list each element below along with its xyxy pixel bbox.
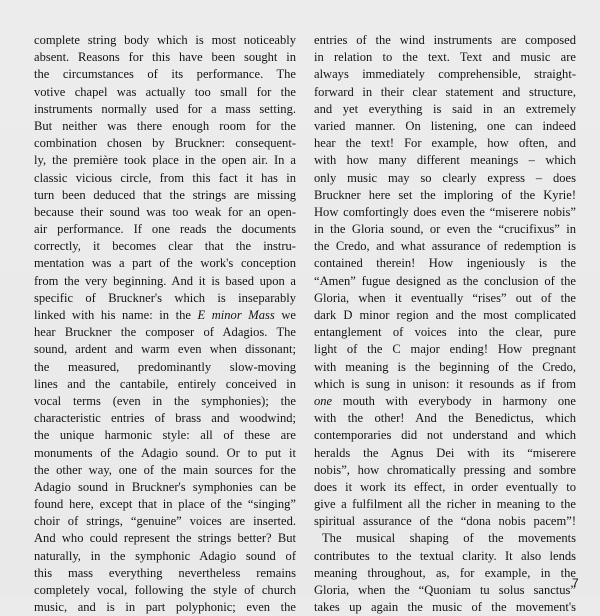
text-line: complete string body which is most noticeably: [34, 33, 296, 47]
text-line: because their sound was too weak for an open-: [34, 204, 296, 219]
text-line: this mass everything nevertheless remains: [34, 565, 296, 580]
text-line: spiritual assurance of the “dona nobis pacem”!: [314, 514, 576, 529]
text-line: But neither was there enough room for the: [34, 118, 296, 133]
text-line: lines and the cantabile, entirely conceived in: [34, 376, 296, 391]
text-line: and yet everything is said in an extremely: [314, 101, 576, 116]
text-line: found here, except that in place of the “singing”: [34, 497, 296, 512]
text-line: the other way, one of the main sources for the: [34, 462, 296, 477]
left-text-column: [34, 32, 296, 616]
text-line: contemporaries did not understand and which: [314, 428, 576, 443]
text-line: the circumstances of its performance. The: [34, 67, 296, 82]
text-line: with how many different meanings – which: [314, 153, 576, 168]
text-line: light of the C major ending! How pregnant: [314, 342, 576, 357]
text-line: contained therein! How ingeniously is the: [314, 256, 576, 271]
text-line: takes up again the music of the movement's: [314, 600, 576, 615]
text-line: turn been deduced that the strings are missing: [34, 187, 296, 202]
text-line: entanglement of voices into the clear, pure: [314, 325, 576, 340]
text-line: Gloria, when it eventually “rises” out of the: [314, 290, 576, 305]
text-line: naturally, in the symphonic Adagio sound of: [34, 548, 296, 563]
text-line: combination chosen by Bruckner: consequent-: [34, 136, 296, 151]
text-line: choir of strings, “genuine” voices are inserted.: [34, 514, 296, 529]
text-line: hear the text! For example, how often, and: [314, 136, 576, 151]
text-line: does it work its effect, in order eventually to: [314, 479, 576, 494]
text-line: entries of the wind instruments are composed: [314, 33, 576, 47]
text-line: classic vicious circle, from this fact it has in: [34, 170, 296, 185]
text-line: air performance. If one reads the documents: [34, 222, 296, 237]
page-number: 7: [572, 576, 579, 590]
text-line: the measured, predominantly slow-moving: [34, 359, 296, 374]
text-line: mentation was a part of the work's conception: [34, 256, 296, 271]
text-line: instruments normally used for a mass setting.: [34, 101, 296, 116]
text-line: music, and is in part polyphonic; even the: [34, 600, 296, 615]
text-line: linked with his name: in the E minor Mass we: [34, 308, 296, 322]
text-line: absent. Reasons for this have been sought in: [34, 50, 296, 65]
text-line: contributes to the textual clarity. It also lends: [314, 548, 576, 563]
text-line: give a fulfilment all the richer in meaning to the: [314, 497, 576, 512]
text-line: specific of Bruckner's which is inseparably: [34, 290, 296, 305]
right-text-column: [314, 32, 576, 616]
text-line: only music may so clearly express – does: [314, 170, 576, 185]
text-line: How comfortingly does even the “miserere nobis”: [314, 204, 576, 219]
text-line: from the very beginning. And it is based upon a: [34, 273, 296, 288]
text-line: characteristic entries of brass and woodwind;: [34, 411, 296, 426]
text-line: heralds the Agnus Dei with its “miserere: [314, 445, 576, 460]
text-line: The musical shaping of the movements: [322, 531, 576, 546]
text-line: nobis”, how chromatically pressing and sombre: [314, 462, 576, 477]
text-line: meaning throughout, as, for example, in the: [314, 565, 576, 580]
text-line: the unique harmonic style: all of these are: [34, 428, 296, 443]
text-line: which is sung in unison: it resounds as if from: [314, 376, 576, 391]
text-line: forward in their clear statement and structure,: [314, 84, 576, 99]
text-line: completely vocal, following the style of church: [34, 583, 296, 597]
text-line: with meaning is the beginning of the Credo,: [314, 359, 576, 374]
text-line: Bruckner here set the imploring of the Kyrie!: [314, 187, 576, 202]
text-line: sound, ardent and warm even when dissonant;: [34, 342, 296, 357]
text-line: And who could represent the strings better? But: [34, 531, 296, 546]
text-line: one mouth with everybody in harmony one: [314, 393, 576, 408]
text-line: monuments of the Adagio sound. Or to put it: [34, 445, 296, 460]
text-line: varied manner. On listening, one can indeed: [314, 118, 576, 133]
text-line: votive chapel was actually too small for the: [34, 84, 296, 99]
text-line: correctly, it becomes clear that the instru-: [34, 239, 296, 254]
text-line: vocal terms (even in the symphonies); the: [34, 393, 296, 408]
text-line: “Amen” fugue designed as the conclusion of the: [314, 273, 576, 288]
text-line: always immediately comprehensible, straight-: [314, 67, 576, 82]
text-line: Gloria, when the “Quoniam tu solus sanctus”: [314, 583, 576, 597]
text-line: in the Gloria sound, or even the “crucifixus” in: [314, 222, 576, 237]
text-line: with the other! And the Benedictus, which: [314, 411, 576, 426]
text-line: the Credo, and what assurance of redemption is: [314, 239, 576, 254]
text-line: ly, the première took place in the open air. In a: [34, 153, 296, 168]
text-line: Adagio sound in Bruckner's symphonies can be: [34, 479, 296, 494]
text-line: hear Bruckner the composer of Adagios. The: [34, 325, 296, 340]
text-line: dark D minor region and the most complicated: [314, 308, 576, 322]
text-line: in relation to the text. Text and music are: [314, 50, 576, 65]
